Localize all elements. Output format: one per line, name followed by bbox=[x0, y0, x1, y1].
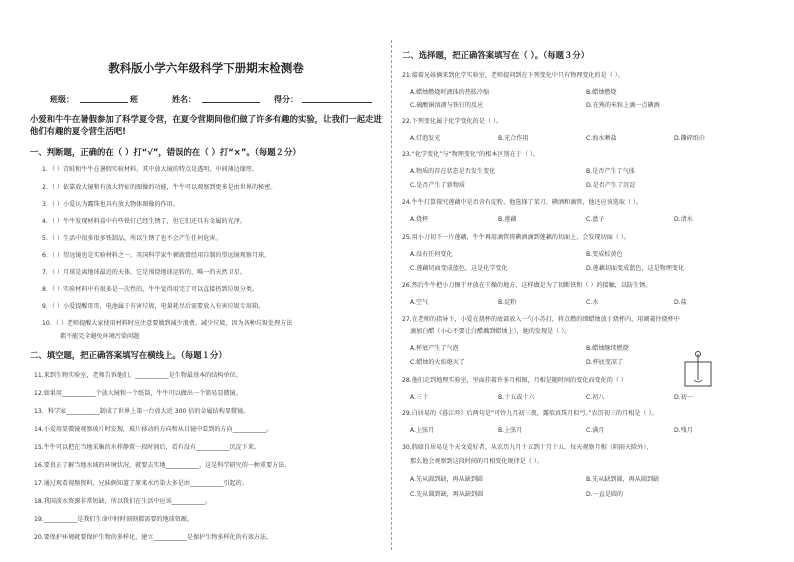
question-20: 20.要保护环境就要保护生物的多样化，建立___________是保护生物多样化的有效方法。 bbox=[34, 534, 273, 541]
q22-option-d[interactable]: D.撕碎纸巾 bbox=[674, 135, 706, 142]
question-29: 29.白居易的《暮江吟》后两句是“可怜九月初三夜，露似真珠月似弓。”农历初三的月相是（ ）。 bbox=[402, 410, 658, 417]
q29-option-d[interactable]: D.残月 bbox=[674, 427, 693, 434]
q30-option-c[interactable]: C.先从圆到缺，再从缺到圆 bbox=[410, 491, 484, 498]
q24-option-b[interactable]: B.莲藕 bbox=[498, 216, 517, 223]
question-13: 13．科学家___________制成了世界上第一台放大近 300 倍的金属结构显微镜。 bbox=[34, 408, 250, 415]
question-21: 21.接着兄妹俩来到化学实验室，老师提问到在下列变化中只有物理变化的是（ ）。 bbox=[402, 72, 624, 79]
question-4: 4．（ ）牛牛发现材料盒中有些铁钉已经生锈了，但它们还具有金属的光泽。 bbox=[42, 218, 246, 225]
q25-option-d[interactable]: D.莲藕切面变成蓝色，这是物理变化 bbox=[586, 265, 685, 272]
q26-option-a[interactable]: A.空气 bbox=[410, 299, 429, 306]
q30-option-a[interactable]: A.先从圆到缺，再从缺到圆 bbox=[410, 476, 484, 483]
question-14: 14.小爱用显微镜观察玻片时发现，玻片移动的方向和从目镜中看到的方向___________。 bbox=[34, 426, 273, 433]
q21-option-a[interactable]: A.蜡烛燃烧时液体的热胀冷缩 bbox=[410, 89, 490, 96]
q21-option-d[interactable]: D.在熟的米粒上滴一点碘酒 bbox=[586, 102, 660, 109]
q23-option-c[interactable]: C.是否产生了新物质 bbox=[410, 182, 465, 189]
class-suffix: 班 bbox=[130, 95, 138, 104]
name-blank[interactable] bbox=[202, 94, 260, 103]
question-24: 24.牛牛打算探究莲藕中是否含有淀粉，他选择了菜刀、碘酒和滴管，他还应该选取（ ）。 bbox=[402, 199, 643, 206]
q21-option-b[interactable]: B.蜡烛燃烧 bbox=[586, 89, 617, 96]
q28-option-d[interactable]: D.初一 bbox=[674, 394, 693, 401]
section2-title: 二、填空题，把正确答案填写在横线上。（每题１分） bbox=[30, 350, 227, 360]
column-divider bbox=[391, 40, 392, 550]
section1-title: 一、判断题，正确的在（ ）打“√”，错误的在（ ）打“×”。（每题２分） bbox=[30, 147, 301, 157]
q24-option-a[interactable]: A.烧杯 bbox=[410, 216, 429, 223]
question-15: 15.牛牛可以把在当地采集的水样静置一段时间后，看有没有___________沉淀下来。 bbox=[34, 444, 261, 451]
q27-option-d[interactable]: D.杯底变凉了 bbox=[586, 359, 624, 366]
q29-option-c[interactable]: C.满月 bbox=[586, 427, 605, 434]
q21-option-c[interactable]: C.硫酸铜溶液与铁钉的反应 bbox=[410, 102, 484, 109]
q26-option-b[interactable]: B.淀粉 bbox=[498, 299, 517, 306]
question-30-continued: 那么他会观察到这段时间的月相变化规律是（ ）。 bbox=[410, 458, 543, 465]
question-16: 16.要真正了解当地水域的环境状况，就要去实地___________，这是科学研究的一种重要方法。 bbox=[34, 462, 291, 469]
question-17: 17.通过观看视频资料，兄妹俩知道了原来水污染大多是由___________引起的。 bbox=[34, 480, 248, 487]
q28-option-a[interactable]: A.三十 bbox=[410, 394, 429, 401]
q28-option-b[interactable]: B.十五或十六 bbox=[498, 394, 535, 401]
q27-option-a[interactable]: A.杯底产生了气泡 bbox=[410, 345, 459, 352]
q23-option-b[interactable]: B.是否产生了气体 bbox=[586, 168, 635, 175]
section3-title: 二、选择题，把正确答案填写在（ ）。（每题３分） bbox=[402, 50, 590, 60]
name-label: 姓名： bbox=[172, 95, 196, 104]
question-12: 12.如果用___________个放大镜和一个纸筒，牛牛可以做出一个简易显微镜。 bbox=[34, 390, 242, 397]
q22-option-c[interactable]: C.海水晒盐 bbox=[586, 135, 617, 142]
question-2: 2．（ ）依靠放大镜和有放大特征的图像的功能，牛牛可以观察到更多是由世界的秘密。 bbox=[42, 184, 277, 191]
question-6: 6．（ ）望远镜也是实验材料之一，英国科学家牛顿就曾经用自制的望远镜观察月球。 bbox=[42, 252, 271, 259]
beaker-candle-illustration bbox=[683, 350, 713, 388]
q25-option-c[interactable]: C.莲藕切面变成蓝色，这是化学变化 bbox=[410, 265, 508, 272]
q29-option-a[interactable]: A.上弦月 bbox=[410, 427, 435, 434]
question-22: 22.下列变化属于化学变化的是（ ）。 bbox=[402, 118, 502, 125]
candle-base bbox=[694, 380, 702, 382]
intro-text: 小爱和牛牛在暑假参加了科学夏令营，在夏令营期间他们做了许多有趣的实验，让我们一起走进他们有趣的夏令营生活吧! bbox=[30, 114, 382, 136]
score-blank[interactable] bbox=[302, 94, 372, 103]
question-11: 11.来到生物实验室，老师告诉他们，___________是生物最基本的结构单位。 bbox=[34, 372, 242, 379]
question-28: 28.他们走到地理实验室，里面挂着许多月相图，月相是随时间的变化而变化的（ ） bbox=[402, 377, 627, 384]
question-27: 27.在老师的指导下，小爱在烧杯的底部放入一勺小苏打，将点燃的细蜡烛放于烧杯内，用调羹往烧杯中 bbox=[402, 316, 680, 323]
question-26: 26.然后牛牛把小刀擦干并放在干燥的地方，这样做是为了切断铁和（ ）的接触，以防生锈。 bbox=[402, 282, 652, 289]
question-30: 30.假如自居易是个天文爱好者，从农历九月十五到十月十五，每天观察月相（阴雨天除外）， bbox=[402, 444, 653, 451]
question-18: 18.我国淡水资源非常短缺，所以我们在生活中应该___________。 bbox=[34, 498, 212, 505]
q29-option-b[interactable]: B.上弦月 bbox=[498, 427, 523, 434]
question-27-continued: 滴加白醋（小心不要让白醋溅到蜡烛上），她的发现是（ ）。 bbox=[410, 328, 571, 335]
question-23: 23.“化学变化”与“物理变化”的根本区别在于（ ）。 bbox=[402, 151, 539, 158]
q30-option-d[interactable]: D.一直是圆的 bbox=[586, 491, 624, 498]
score-label: 得分： bbox=[274, 95, 298, 104]
q24-option-d[interactable]: D.清水 bbox=[674, 216, 693, 223]
q23-option-a[interactable]: A.物质的存在状态是否发生变化 bbox=[410, 168, 496, 175]
question-5: 5．（ ）生活中很多很多铁制品，所以生锈了也不会产生任何危害。 bbox=[42, 235, 222, 242]
q23-option-d[interactable]: D.是否产生了沉淀 bbox=[586, 182, 636, 189]
class-blank[interactable] bbox=[80, 94, 128, 103]
question-8: 8．（ ）实验材料中有很多是一次性的，牛牛觉得用完了可以直接扔到垃圾分类。 bbox=[42, 286, 259, 293]
question-10: 10．（ ）老师提醒大家使用材料时应注意要做到减少浪费、减少垃圾，因为各种垃圾处理方法 bbox=[42, 320, 293, 327]
class-label: 班级： bbox=[50, 95, 74, 104]
question-9: 9．（ ）小爱提醒哥哥，电池属于有害垃圾，电量耗尽后需要放入有害垃圾专用箱。 bbox=[42, 303, 265, 310]
question-25: 25.用小刀切下一片莲藕，牛牛再用滴管将碘酒滴到莲藕的切面上，会发现切面（ ）。 bbox=[402, 234, 630, 241]
question-1: 1．（ ）青蛙和牛牛在暑假实验材料，其中放大镜的特点是透明、中间薄边缘厚。 bbox=[42, 166, 259, 173]
question-19: 19.___________是我们生命中时时刻刻都需要的地球资源。 bbox=[34, 516, 193, 523]
q26-option-d[interactable]: D.盐 bbox=[674, 299, 687, 306]
question-3: 3．（ ）小爱认为露珠也具有放大物体图像的作用。 bbox=[42, 201, 179, 208]
q22-option-b[interactable]: B.光合作用 bbox=[498, 135, 529, 142]
exam-title: 教科版小学六年级科学下册期末检测卷 bbox=[108, 61, 304, 75]
q25-option-a[interactable]: A.没有任何变化 bbox=[410, 251, 453, 258]
q27-option-b[interactable]: B.蜡烛继续燃烧 bbox=[586, 345, 629, 352]
q25-option-b[interactable]: B.变成棕黄色 bbox=[586, 251, 623, 258]
q24-option-c[interactable]: C.盘子 bbox=[586, 216, 605, 223]
question-7: 7．（ ）月球是离地球最近的天体，它是围绕地球运转的、唯一的天然卫星。 bbox=[42, 269, 246, 276]
q30-option-b[interactable]: B.先从缺到圆，再从圆到缺 bbox=[586, 476, 660, 483]
q27-option-c[interactable]: C.蜡烛的火焰熄灭了 bbox=[410, 359, 465, 366]
q26-option-c[interactable]: C.水 bbox=[586, 299, 599, 306]
q22-option-a[interactable]: A.灯泡发光 bbox=[410, 135, 441, 142]
q28-option-c[interactable]: C.初八 bbox=[586, 394, 605, 401]
question-10-continued: 都不能完全避免环境污染问题 bbox=[60, 333, 140, 340]
